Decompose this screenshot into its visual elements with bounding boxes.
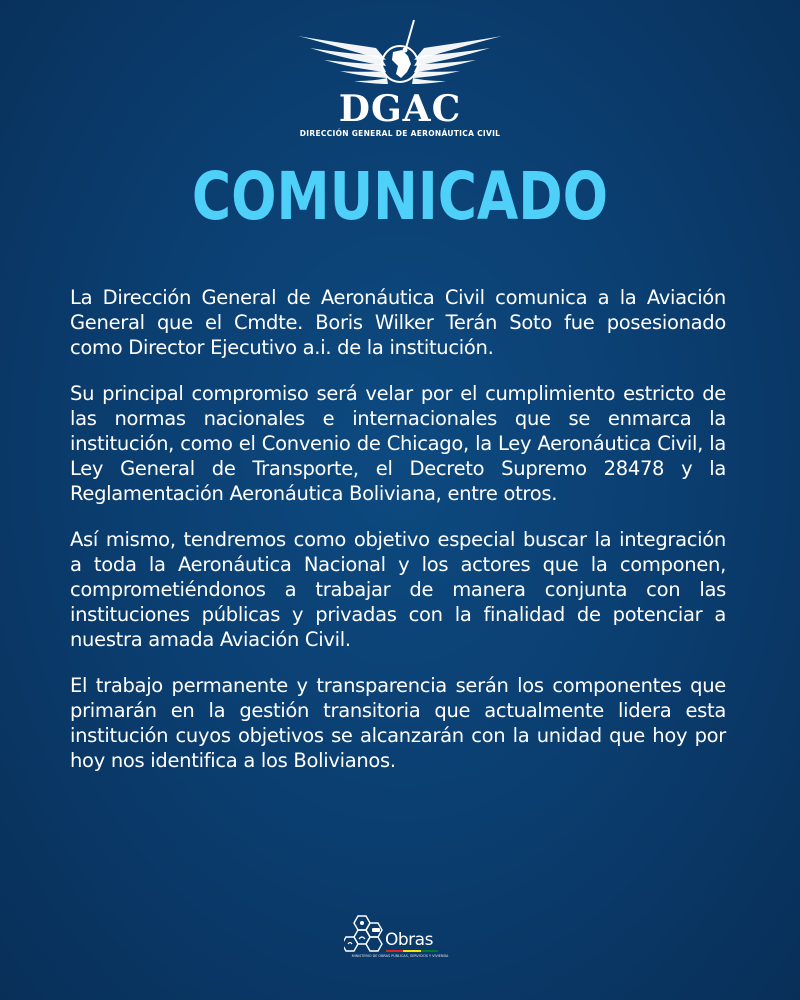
logo-acronym: DGAC: [338, 88, 462, 130]
obras-hexagon-logo-icon: [344, 914, 388, 954]
bolivian-flag-stripe: [386, 950, 438, 952]
logo-subtitle: DIRECCIÓN GENERAL DE AERONÁUTICA CIVIL: [299, 129, 501, 138]
paragraph-2: Su principal compromiso será velar por el cumplimiento estricto de las normas nacionales e internacionales que se enmarca la institución, como el Convenio de Chicago, la Ley Aeronáutica Civil, la Ley General de Transporte, el Decreto Supremo 28478 y la Reglamentación Aeronáutica Boliviana, entre otros.: [70, 382, 726, 505]
paragraph-1: La Dirección General de Aeronáutica Civil comunica a la Aviación General que el Cmdte. Boris Wilker Terán Soto fue posesionado como Director Ejecutivo a.i. de la institución.: [70, 286, 726, 359]
announcement-body: [70, 285, 726, 794]
dgac-logo: [0, 14, 800, 138]
paragraph-3: Así mismo, tendremos como objetivo especial buscar la integración a toda la Aeronáutica Nacional y los actores que la componen, comprometiéndonos a trabajar de manera conjunta con las instituciones públicas y privadas con la finalidad de potenciar a nuestra amada Aviación Civil.: [70, 528, 726, 651]
dgac-winged-emblem-icon: [290, 14, 510, 96]
footer-subtitle: MINISTERIO DE OBRAS PÚBLICAS, SERVICIOS Y VIVIENDA: [351, 954, 449, 958]
page-title: COMUNICADO: [191, 158, 609, 235]
footer-name: Obras: [385, 930, 433, 950]
paragraph-4: El trabajo permanente y transparencia serán los componentes que primarán en la gestión transitoria que actualmente lidera esta institución cuyos objetivos se alcanzarán con la unidad que hoy por hoy nos identifica a los Bolivianos.: [70, 674, 726, 772]
